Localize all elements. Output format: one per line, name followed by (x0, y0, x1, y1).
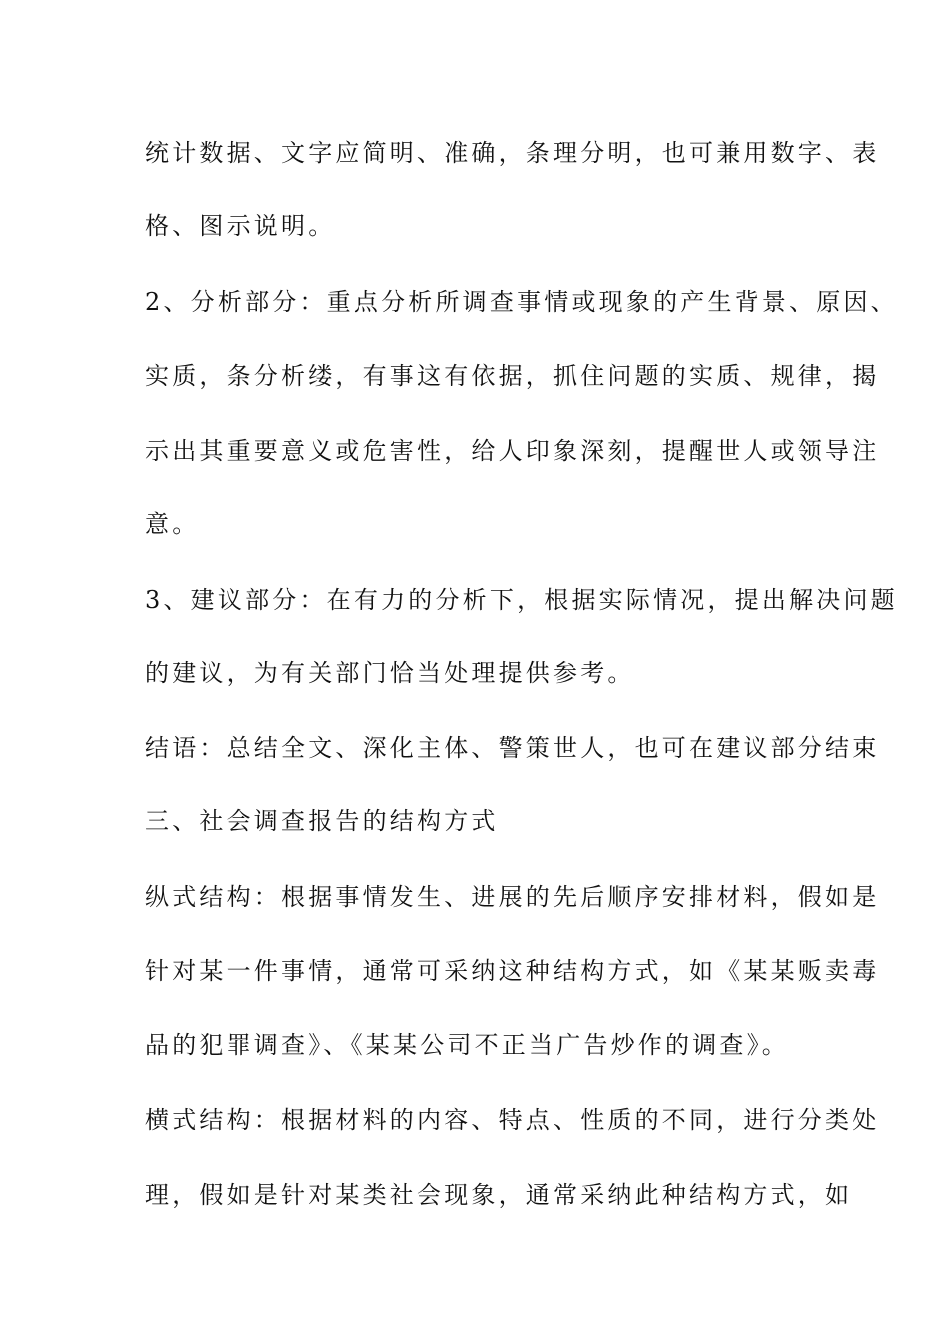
text-line: 品的犯罪调查》、《某某公司不正当广告炒作的调查》。 (145, 1031, 789, 1059)
text-line: 针对某一件事情，通常可采纳这种结构方式，如《某某贩卖毒 (145, 957, 880, 985)
text-line: 实质，条分析缕，有事这有依据，抓住问题的实质、规律，揭 (145, 362, 880, 390)
text-line: 的建议，为有关部门恰当处理提供参考。 (145, 659, 635, 687)
text-line: 格、图示说明。 (145, 212, 336, 240)
text-line: 统计数据、文字应简明、准确，条理分明，也可兼用数字、表 (145, 139, 880, 167)
section-heading-analysis: 2、分析部分：重点分析所调查事情或现象的产生背景、原因、 (145, 288, 898, 316)
text-line: 意。 (145, 510, 200, 538)
text-line: 理，假如是针对某类社会现象，通常采纳此种结构方式，如 (145, 1181, 853, 1209)
text-line: 示出其重要意义或危害性，给人印象深刻，提醒世人或领导注 (145, 437, 880, 465)
section-heading-suggestion: 3、建议部分：在有力的分析下，根据实际情况，提出解决问题 (145, 586, 898, 614)
section-title-structure: 三、社会调查报告的结构方式 (145, 807, 499, 835)
horizontal-structure-line: 横式结构：根据材料的内容、特点、性质的不同，进行分类处 (145, 1106, 880, 1134)
conclusion-line: 结语：总结全文、深化主体、警策世人，也可在建议部分结束 (145, 734, 880, 762)
vertical-structure-line: 纵式结构：根据事情发生、进展的先后顺序安排材料，假如是 (145, 883, 880, 911)
